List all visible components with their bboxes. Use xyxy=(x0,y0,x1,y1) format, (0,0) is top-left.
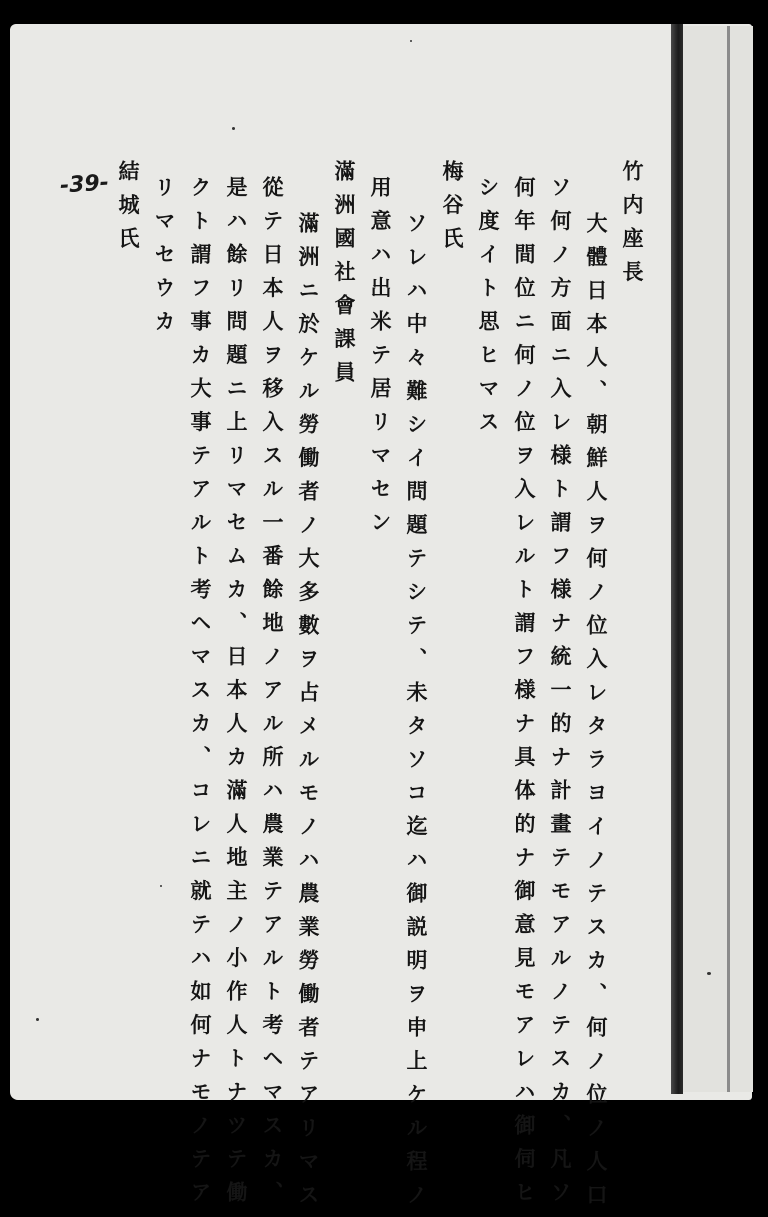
speaker-manchukuo-social-section: 滿洲國社會課員 xyxy=(332,160,357,395)
speaker-takeuchi-chair: 竹内座長 xyxy=(620,160,645,294)
speaker-umetani: 梅谷氏 xyxy=(440,160,465,261)
paper-speck xyxy=(160,885,162,887)
text-column-7: 用意ハ出米テ居リマセン xyxy=(368,176,393,545)
page-number: -39- xyxy=(59,170,110,199)
text-column-6: ソレハ中々難シイ問題テシテ、未タソコ迄ハ御説明ヲ申上ケル程ノ xyxy=(404,212,429,1217)
text-column-1: 大體日本人、朝鮮人ヲ何ノ位入レタラヨイノテスカ、何ノ位ノ人口 xyxy=(584,212,609,1217)
speaker-yuki: 結城氏 xyxy=(116,160,141,261)
paper-speck xyxy=(36,1018,39,1021)
text-column-4: シ度イト思ヒマス xyxy=(476,176,501,444)
text-column-12: クト謂フ事カ大事テアルト考ヘマスカ、コレニ就テハ如何ナモノテア xyxy=(188,176,213,1215)
paper-speck xyxy=(232,127,235,130)
text-column-13: リマセウカ xyxy=(152,176,177,344)
text-column-10: 從テ日本人ヲ移入スル一番餘地ノアル所ハ農業テアルト考ヘマスカ、 xyxy=(260,176,285,1215)
paper-speck xyxy=(410,40,412,42)
text-column-3: 何年間位ニ何ノ位ヲ入レルト謂フ様ナ具体的ナ御意見モアレハ御伺ヒ xyxy=(512,176,537,1215)
paper-speck xyxy=(707,972,711,975)
text-column-11: 是ハ餘リ問題ニ上リマセムカ、日本人カ滿人地主ノ小作人トナツテ働 xyxy=(224,176,249,1215)
text-column-9: 滿洲ニ於ケル勞働者ノ大多數ヲ占メルモノハ農業勞働者テアリマス xyxy=(296,212,321,1217)
facing-page-edge xyxy=(683,26,753,1092)
book-spine xyxy=(671,24,683,1094)
text-column-2: ソ何ノ方面ニ入レ様ト謂フ様ナ統一的ナ計畫テモアルノテスカ、凡ソ xyxy=(548,176,573,1215)
